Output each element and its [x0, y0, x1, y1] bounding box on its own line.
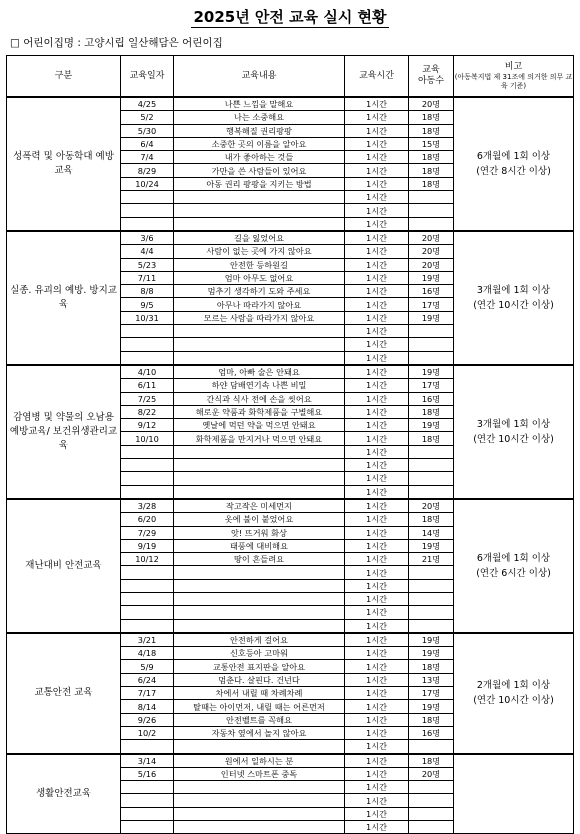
count-cell: 16명: [409, 392, 454, 405]
date-cell: 8/29: [121, 164, 174, 177]
content-cell: 가만을 쓴 사람들이 있어요: [174, 164, 345, 177]
hours-cell: 1시간: [345, 459, 409, 472]
education-table-container: [6, 55, 574, 834]
date-cell: 3/6: [121, 231, 174, 245]
hours-cell: 1시간: [345, 794, 409, 807]
content-cell: 멈추기 생각하기 도와 주세요: [174, 285, 345, 298]
header-row: [7, 56, 574, 98]
hours-cell: 1시간: [345, 271, 409, 284]
hours-cell: 1시간: [345, 311, 409, 324]
hours-cell: 1시간: [345, 472, 409, 485]
header-note-title: 비고: [504, 62, 523, 72]
count-cell: [409, 191, 454, 204]
date-cell: 7/29: [121, 526, 174, 539]
content-cell: [174, 472, 345, 485]
hours-cell: 1시간: [345, 499, 409, 513]
note-frequency: 3개월에 1회 이상: [476, 284, 551, 296]
count-cell: 17명: [409, 379, 454, 392]
content-cell: 길을 잃었어요: [174, 231, 345, 245]
date-cell: 5/9: [121, 660, 174, 673]
content-cell: [174, 619, 345, 633]
count-cell: [409, 445, 454, 458]
date-cell: 4/4: [121, 245, 174, 258]
hours-cell: 1시간: [345, 298, 409, 311]
date-cell: [121, 325, 174, 338]
category-cell: 생활안전교육: [7, 754, 121, 834]
count-cell: 21명: [409, 553, 454, 566]
date-cell: [121, 619, 174, 633]
hours-cell: 1시간: [345, 164, 409, 177]
note-cell: [454, 499, 574, 633]
date-cell: 5/2: [121, 111, 174, 124]
hours-cell: 1시간: [345, 485, 409, 499]
hours-cell: 1시간: [345, 351, 409, 365]
header-note-detail: (아동복지법 제 31조에 의거한 의무 교육 기준): [454, 73, 573, 90]
date-cell: 10/12: [121, 553, 174, 566]
date-cell: 9/5: [121, 298, 174, 311]
count-cell: 20명: [409, 767, 454, 780]
count-cell: 14명: [409, 526, 454, 539]
count-cell: 18명: [409, 754, 454, 768]
hours-cell: 1시간: [345, 526, 409, 539]
note-frequency: 6개월에 1회 이상: [476, 150, 551, 162]
header-category: 구분: [7, 56, 121, 98]
date-cell: 4/10: [121, 365, 174, 379]
hours-cell: 1시간: [345, 633, 409, 647]
category-cell: 재난대비 안전교육: [7, 499, 121, 633]
content-cell: 자동차 옆에서 놀지 않아요: [174, 726, 345, 739]
hours-cell: 1시간: [345, 807, 409, 820]
count-cell: [409, 204, 454, 217]
count-cell: [409, 325, 454, 338]
date-cell: 8/14: [121, 700, 174, 713]
hours-cell: 1시간: [345, 821, 409, 834]
date-cell: [121, 204, 174, 217]
hours-cell: 1시간: [345, 231, 409, 245]
date-cell: 3/14: [121, 754, 174, 768]
hours-cell: 1시간: [345, 245, 409, 258]
count-cell: [409, 472, 454, 485]
content-cell: [174, 459, 345, 472]
content-cell: [174, 566, 345, 579]
hours-cell: 1시간: [345, 647, 409, 660]
date-cell: [121, 794, 174, 807]
page-title-text: 2025년 안전 교육 실시 현황: [193, 8, 387, 26]
content-cell: 안전벨트를 꼭해요: [174, 713, 345, 726]
date-cell: [121, 338, 174, 351]
content-cell: 엄마, 아빠 술은 안돼요: [174, 365, 345, 379]
count-cell: [409, 619, 454, 633]
count-cell: 20명: [409, 258, 454, 271]
note-annual-hours: (연간 6시간 이상): [476, 567, 551, 579]
category-cell: 감염병 및 약물의 오남용 예방교육/ 보건위생관리교육: [7, 365, 121, 499]
hours-cell: 1시간: [345, 592, 409, 605]
count-cell: 18명: [409, 405, 454, 418]
count-cell: 20명: [409, 97, 454, 111]
content-cell: [174, 217, 345, 231]
note-annual-hours: (연간 10시간 이상): [473, 695, 554, 707]
content-cell: [174, 821, 345, 834]
count-cell: [409, 821, 454, 834]
count-cell: 18명: [409, 177, 454, 190]
count-cell: 20명: [409, 245, 454, 258]
content-cell: [174, 592, 345, 605]
count-cell: 19명: [409, 647, 454, 660]
content-cell: 엄마 아무도 없어요: [174, 271, 345, 284]
count-cell: [409, 338, 454, 351]
count-cell: [409, 566, 454, 579]
date-cell: 10/2: [121, 726, 174, 739]
header-hours: 교육시간: [345, 56, 409, 98]
content-cell: 안전한 등하원길: [174, 258, 345, 271]
daycare-name: 어린이집명 : 고양시립 일산해담은 어린이집: [23, 37, 223, 49]
count-cell: [409, 459, 454, 472]
hours-cell: 1시간: [345, 392, 409, 405]
hours-cell: 1시간: [345, 713, 409, 726]
date-cell: [121, 821, 174, 834]
date-cell: [121, 459, 174, 472]
count-cell: [409, 579, 454, 592]
table-row: [7, 754, 574, 768]
content-cell: 땅이 흔들려요: [174, 553, 345, 566]
count-cell: [409, 592, 454, 605]
hours-cell: 1시간: [345, 405, 409, 418]
content-cell: [174, 325, 345, 338]
date-cell: [121, 781, 174, 794]
page-title: [0, 6, 580, 27]
date-cell: 10/31: [121, 311, 174, 324]
count-cell: [409, 351, 454, 365]
note-cell: [454, 231, 574, 365]
content-cell: [174, 740, 345, 754]
content-cell: [174, 485, 345, 499]
content-cell: [174, 807, 345, 820]
hours-cell: 1시간: [345, 191, 409, 204]
hours-cell: 1시간: [345, 217, 409, 231]
hours-cell: 1시간: [345, 97, 409, 111]
date-cell: 8/8: [121, 285, 174, 298]
date-cell: 6/24: [121, 673, 174, 686]
content-cell: 나쁜 느낌을 말해요: [174, 97, 345, 111]
daycare-name-line: [10, 35, 223, 50]
hours-cell: 1시간: [345, 754, 409, 768]
checkbox-square-icon: □: [10, 37, 20, 49]
date-cell: [121, 485, 174, 499]
note-cell: [454, 754, 574, 834]
content-cell: 소중한 곳의 이름을 알아요: [174, 137, 345, 150]
count-cell: [409, 606, 454, 619]
hours-cell: 1시간: [345, 151, 409, 164]
header-note: [454, 56, 574, 98]
header-content: 교육내용: [174, 56, 345, 98]
date-cell: 6/11: [121, 379, 174, 392]
hours-cell: 1시간: [345, 553, 409, 566]
content-cell: 옛날에 먹던 약을 먹으면 안돼요: [174, 419, 345, 432]
count-cell: 18명: [409, 111, 454, 124]
count-cell: 16명: [409, 285, 454, 298]
date-cell: 7/4: [121, 151, 174, 164]
count-cell: [409, 485, 454, 499]
content-cell: 태풍에 대비해요: [174, 539, 345, 552]
hours-cell: 1시간: [345, 740, 409, 754]
count-cell: 20명: [409, 231, 454, 245]
hours-cell: 1시간: [345, 365, 409, 379]
category-cell: 실종. 유괴의 예방. 방지교육: [7, 231, 121, 365]
content-cell: [174, 579, 345, 592]
date-cell: 7/11: [121, 271, 174, 284]
hours-cell: 1시간: [345, 687, 409, 700]
count-cell: 18명: [409, 151, 454, 164]
hours-cell: 1시간: [345, 660, 409, 673]
content-cell: 사람이 없는 곳에 가지 않아요: [174, 245, 345, 258]
hours-cell: 1시간: [345, 700, 409, 713]
content-cell: 간식과 식사 전에 손을 씻어요: [174, 392, 345, 405]
table-row: [7, 365, 574, 379]
content-cell: 아동 권리 팡팡을 지키는 방법: [174, 177, 345, 190]
count-cell: 19명: [409, 633, 454, 647]
hours-cell: 1시간: [345, 619, 409, 633]
content-cell: 행복해질 권리팡팡: [174, 124, 345, 137]
hours-cell: 1시간: [345, 285, 409, 298]
date-cell: [121, 217, 174, 231]
content-cell: 화학제품을 만지거나 먹으면 안돼요: [174, 432, 345, 445]
date-cell: 6/4: [121, 137, 174, 150]
hours-cell: 1시간: [345, 432, 409, 445]
count-cell: 18명: [409, 660, 454, 673]
hours-cell: 1시간: [345, 539, 409, 552]
content-cell: [174, 204, 345, 217]
date-cell: [121, 191, 174, 204]
count-cell: 17명: [409, 298, 454, 311]
count-cell: [409, 740, 454, 754]
content-cell: 앗! 뜨거워 화상: [174, 526, 345, 539]
education-table: [6, 55, 574, 834]
date-cell: 7/17: [121, 687, 174, 700]
count-cell: 13명: [409, 673, 454, 686]
header-count: 교육 아동수: [409, 56, 454, 98]
count-cell: [409, 217, 454, 231]
count-cell: 18명: [409, 713, 454, 726]
date-cell: 6/20: [121, 513, 174, 526]
date-cell: 5/16: [121, 767, 174, 780]
hours-cell: 1시간: [345, 258, 409, 271]
hours-cell: 1시간: [345, 124, 409, 137]
date-cell: [121, 606, 174, 619]
hours-cell: 1시간: [345, 204, 409, 217]
date-cell: 3/21: [121, 633, 174, 647]
hours-cell: 1시간: [345, 566, 409, 579]
date-cell: 8/22: [121, 405, 174, 418]
content-cell: 하얀 담배연기속 나쁜 비밀: [174, 379, 345, 392]
date-cell: 5/23: [121, 258, 174, 271]
count-cell: 18명: [409, 164, 454, 177]
note-cell: [454, 97, 574, 231]
hours-cell: 1시간: [345, 606, 409, 619]
count-cell: 16명: [409, 726, 454, 739]
hours-cell: 1시간: [345, 579, 409, 592]
date-cell: 3/28: [121, 499, 174, 513]
date-cell: [121, 740, 174, 754]
count-cell: [409, 794, 454, 807]
content-cell: 교통안전 표지판을 알아요: [174, 660, 345, 673]
table-row: [7, 633, 574, 647]
content-cell: [174, 338, 345, 351]
hours-cell: 1시간: [345, 513, 409, 526]
date-cell: 9/19: [121, 539, 174, 552]
count-cell: 18명: [409, 124, 454, 137]
content-cell: 신호등아 고마워: [174, 647, 345, 660]
count-cell: 18명: [409, 432, 454, 445]
hours-cell: 1시간: [345, 338, 409, 351]
count-cell: 19명: [409, 700, 454, 713]
content-cell: 멈춘다. 살핀다. 건넌다: [174, 673, 345, 686]
content-cell: 인터넷 스마트폰 중독: [174, 767, 345, 780]
count-cell: 19명: [409, 365, 454, 379]
date-cell: 10/10: [121, 432, 174, 445]
hours-cell: 1시간: [345, 673, 409, 686]
date-cell: 5/30: [121, 124, 174, 137]
note-cell: [454, 633, 574, 754]
date-cell: 7/25: [121, 392, 174, 405]
table-row: [7, 231, 574, 245]
category-cell: 성폭력 및 아동학대 예방교육: [7, 97, 121, 231]
note-frequency: 2개월에 1회 이상: [476, 680, 551, 692]
table-body: [7, 97, 574, 834]
hours-cell: 1시간: [345, 111, 409, 124]
content-cell: [174, 191, 345, 204]
note-frequency: 6개월에 1회 이상: [476, 552, 551, 564]
count-cell: 15명: [409, 137, 454, 150]
content-cell: [174, 445, 345, 458]
hours-cell: 1시간: [345, 419, 409, 432]
count-cell: 18명: [409, 513, 454, 526]
content-cell: 나는 소중해요: [174, 111, 345, 124]
content-cell: [174, 606, 345, 619]
date-cell: 10/24: [121, 177, 174, 190]
date-cell: [121, 472, 174, 485]
date-cell: 9/26: [121, 713, 174, 726]
category-cell: 교통안전 교육: [7, 633, 121, 754]
content-cell: 내가 좋아하는 것들: [174, 151, 345, 164]
hours-cell: 1시간: [345, 379, 409, 392]
date-cell: [121, 445, 174, 458]
date-cell: [121, 592, 174, 605]
content-cell: 아무나 따라가지 않아요: [174, 298, 345, 311]
table-row: [7, 499, 574, 513]
content-cell: 해로운 약품과 화학제품을 구별해요: [174, 405, 345, 418]
count-cell: 19명: [409, 271, 454, 284]
date-cell: [121, 351, 174, 365]
count-cell: [409, 781, 454, 794]
note-cell: [454, 365, 574, 499]
header-date: 교육일자: [121, 56, 174, 98]
date-cell: 4/18: [121, 647, 174, 660]
date-cell: 9/12: [121, 419, 174, 432]
date-cell: 4/25: [121, 97, 174, 111]
hours-cell: 1시간: [345, 726, 409, 739]
hours-cell: 1시간: [345, 767, 409, 780]
hours-cell: 1시간: [345, 137, 409, 150]
content-cell: [174, 781, 345, 794]
content-cell: 원에서 일하시는 분: [174, 754, 345, 768]
note-annual-hours: (연간 10시간 이상): [473, 433, 554, 445]
content-cell: 작고작은 미세먼지: [174, 499, 345, 513]
content-cell: 모르는 사람을 따라가지 않아요: [174, 311, 345, 324]
note-frequency: 3개월에 1회 이상: [476, 418, 551, 430]
hours-cell: 1시간: [345, 445, 409, 458]
count-cell: 19명: [409, 419, 454, 432]
content-cell: 안전하게 걸어요: [174, 633, 345, 647]
content-cell: 차에서 내릴 때 차례차례: [174, 687, 345, 700]
note-annual-hours: (연간 10시간 이상): [473, 299, 554, 311]
count-cell: 19명: [409, 539, 454, 552]
content-cell: 옷에 불이 붙었어요: [174, 513, 345, 526]
hours-cell: 1시간: [345, 325, 409, 338]
hours-cell: 1시간: [345, 781, 409, 794]
content-cell: 탈때는 아이먼저, 내릴 때는 어른먼저: [174, 700, 345, 713]
content-cell: [174, 794, 345, 807]
date-cell: [121, 807, 174, 820]
count-cell: 19명: [409, 311, 454, 324]
count-cell: 17명: [409, 687, 454, 700]
count-cell: [409, 807, 454, 820]
hours-cell: 1시간: [345, 177, 409, 190]
table-row: [7, 97, 574, 111]
count-cell: 20명: [409, 499, 454, 513]
content-cell: [174, 351, 345, 365]
note-annual-hours: (연간 8시간 이상): [476, 165, 551, 177]
date-cell: [121, 579, 174, 592]
date-cell: [121, 566, 174, 579]
